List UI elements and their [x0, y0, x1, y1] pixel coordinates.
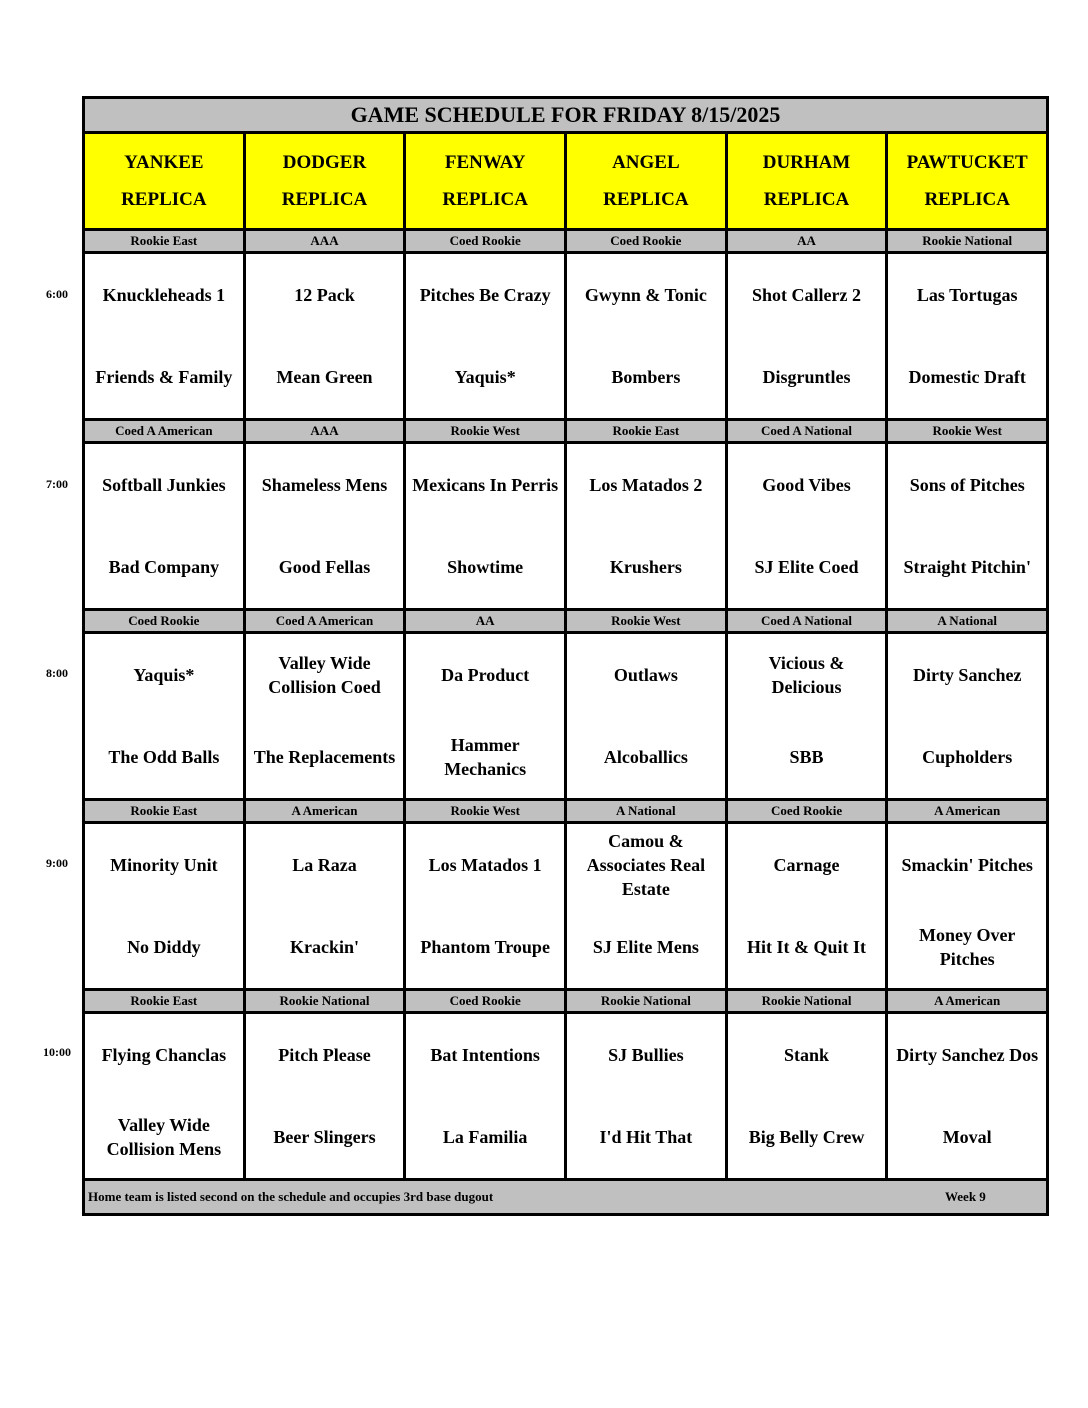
away-team: Los Matados 1 [428, 855, 542, 875]
division-label: Coed A American [85, 421, 246, 441]
game-cell [728, 1014, 889, 1178]
division-label: AAA [246, 231, 407, 251]
division-label: Coed Rookie [728, 801, 889, 821]
game-row [85, 444, 1046, 611]
game-cell [246, 634, 407, 798]
away-team: SJ Bullies [608, 1045, 684, 1065]
game-row [85, 634, 1046, 801]
division-label: A National [567, 801, 728, 821]
park-header-cell [888, 134, 1046, 228]
footer-note: Home team is listed second on the schedule and occupies 3rd base dugout [88, 1189, 494, 1204]
game-cell [567, 254, 728, 418]
home-team: SJ Elite Mens [592, 937, 699, 957]
home-team: The Odd Balls [108, 747, 220, 767]
away-team: Mexicans In Perris [412, 475, 559, 495]
division-label: Rookie West [406, 801, 567, 821]
division-label: Rookie National [246, 991, 407, 1011]
division-label: Rookie West [406, 421, 567, 441]
park-header-cell [728, 134, 889, 228]
schedule-table [82, 96, 1049, 1216]
park-header-cell [567, 134, 728, 228]
home-team: Krushers [609, 557, 682, 577]
away-team: Camou & Associates Real Estate [586, 831, 706, 899]
home-team: Beer Slingers [273, 1127, 376, 1147]
home-team: Showtime [447, 557, 524, 577]
home-team: Hit It & Quit It [747, 937, 867, 957]
away-team: Good Vibes [762, 475, 851, 495]
home-team: Straight Pitchin' [903, 557, 1031, 577]
home-team: Krackin' [290, 937, 360, 957]
away-team: Smackin' Pitches [901, 855, 1033, 875]
division-label: A American [934, 803, 1001, 818]
park-name: DURHAM [762, 152, 851, 173]
division-label: AAA [246, 421, 407, 441]
game-cell [728, 254, 889, 418]
division-row [85, 991, 1046, 1014]
away-team: Las Tortugas [916, 285, 1018, 305]
away-team: 12 Pack [294, 285, 355, 305]
home-team: Bombers [611, 367, 681, 387]
home-team: Yaquis* [454, 367, 516, 387]
division-label: AA [406, 611, 567, 631]
game-cell [406, 444, 567, 608]
away-team: Pitches Be Crazy [419, 285, 551, 305]
away-team: Dirty Sanchez [912, 665, 1022, 685]
park-name: ANGEL [612, 152, 680, 173]
away-team: Minority Unit [110, 855, 218, 875]
game-cell [728, 824, 889, 988]
division-label: AA [728, 231, 889, 251]
game-cell [728, 634, 889, 798]
park-name: FENWAY [444, 152, 526, 173]
game-cell [246, 824, 407, 988]
time-slots [85, 231, 1046, 1181]
away-team: Bat Intentions [430, 1045, 540, 1065]
away-team: Softball Junkies [102, 475, 226, 495]
home-team: Phantom Troupe [420, 937, 550, 957]
away-team: Pitch Please [278, 1045, 371, 1065]
division-label: Rookie East [85, 991, 246, 1011]
game-row [85, 254, 1046, 421]
division-label: Coed A National [728, 611, 889, 631]
division-label: Rookie West [567, 611, 728, 631]
game-cell [85, 824, 246, 988]
game-cell [888, 254, 1046, 418]
away-team: Sons of Pitches [909, 475, 1025, 495]
time-label: 7:00 [46, 476, 68, 491]
away-team: Da Product [441, 665, 530, 685]
game-cell [888, 824, 1046, 988]
away-team: Vicious & Delicious [768, 653, 845, 697]
footer-bar [85, 1181, 1046, 1213]
game-cell [85, 444, 246, 608]
game-cell [406, 1014, 567, 1178]
park-type: REPLICA [442, 189, 528, 210]
home-team: SJ Elite Coed [754, 557, 859, 577]
home-team: Mean Green [276, 367, 373, 387]
division-label: Rookie East [85, 801, 246, 821]
park-header-row [85, 134, 1046, 231]
park-name: DODGER [282, 152, 367, 173]
game-cell [246, 254, 407, 418]
division-label: Rookie National [922, 233, 1013, 248]
division-label: Rookie National [567, 991, 728, 1011]
game-cell [567, 634, 728, 798]
away-team: Los Matados 2 [589, 475, 703, 495]
division-label: Coed Rookie [406, 991, 567, 1011]
home-team: Alcoballics [603, 747, 688, 767]
game-cell [567, 824, 728, 988]
division-row [85, 421, 1046, 444]
park-type: REPLICA [281, 189, 368, 210]
game-cell [406, 634, 567, 798]
division-label: Rookie National [728, 991, 889, 1011]
game-cell [888, 1014, 1046, 1178]
time-label: 9:00 [46, 855, 68, 870]
game-row [85, 824, 1046, 991]
division-label: Coed Rookie [406, 231, 567, 251]
park-header-cell [246, 134, 407, 228]
away-team: Flying Chanclas [101, 1045, 227, 1065]
division-row [85, 231, 1046, 254]
game-cell [246, 444, 407, 608]
home-team: Money Over Pitches [918, 925, 1016, 969]
away-team: Outlaws [613, 665, 678, 685]
away-team: Dirty Sanchez Dos [896, 1045, 1039, 1065]
division-label: Coed Rookie [567, 231, 728, 251]
away-team: Shameless Mens [261, 475, 388, 495]
game-cell [406, 254, 567, 418]
home-team: Cupholders [922, 747, 1013, 767]
home-team: Friends & Family [95, 367, 233, 387]
division-label: Coed A National [728, 421, 889, 441]
away-team: Carnage [773, 855, 840, 875]
schedule-title: GAME SCHEDULE FOR FRIDAY 8/15/2025 [85, 99, 1046, 134]
game-cell [888, 634, 1046, 798]
park-type: REPLICA [603, 189, 689, 210]
game-cell [85, 634, 246, 798]
park-name: PAWTUCKET [906, 152, 1028, 173]
time-label: 6:00 [46, 287, 68, 301]
division-label: A American [246, 801, 407, 821]
week-label: Week 9 [945, 1189, 986, 1204]
game-cell [728, 444, 889, 608]
home-team: No Diddy [127, 937, 201, 957]
division-label: A American [934, 993, 1001, 1008]
away-team: Gwynn & Tonic [584, 285, 707, 305]
home-team: The Replacements [253, 747, 396, 767]
division-row [85, 611, 1046, 634]
away-team: La Raza [292, 855, 357, 875]
park-type: REPLICA [924, 189, 1010, 210]
park-header-cell [85, 134, 246, 228]
home-team: Domestic Draft [908, 367, 1026, 387]
home-team: La Familia [442, 1127, 528, 1147]
park-type: REPLICA [121, 189, 207, 210]
home-team: Big Belly Crew [748, 1127, 865, 1147]
home-team: Hammer Mechanics [444, 735, 527, 779]
park-name: YANKEE [124, 152, 204, 173]
home-team: Valley Wide Collision Mens [106, 1115, 222, 1159]
game-cell [567, 444, 728, 608]
game-cell [246, 1014, 407, 1178]
time-label: 10:00 [43, 1045, 71, 1059]
division-label: Rookie West [932, 423, 1002, 438]
division-row [85, 801, 1046, 824]
game-cell [85, 254, 246, 418]
park-header-cell [406, 134, 567, 228]
division-label: Coed Rookie [85, 611, 246, 631]
home-team: Moval [942, 1127, 992, 1147]
home-team: Disgruntles [762, 367, 851, 387]
away-team: Knuckleheads 1 [102, 285, 226, 305]
game-cell [888, 444, 1046, 608]
division-label: A National [937, 613, 997, 628]
division-label: Rookie East [85, 231, 246, 251]
home-team: SBB [789, 747, 824, 767]
division-label: Coed A American [246, 611, 407, 631]
away-team: Valley Wide Collision Coed [268, 653, 381, 697]
away-team: Shot Callerz 2 [752, 285, 862, 305]
home-team: I'd Hit That [599, 1127, 693, 1147]
home-team: Good Fellas [278, 557, 371, 577]
game-row [85, 1014, 1046, 1181]
game-cell [406, 824, 567, 988]
away-team: Stank [784, 1045, 830, 1065]
park-type: REPLICA [763, 189, 850, 210]
time-label: 8:00 [46, 666, 68, 680]
home-team: Bad Company [108, 557, 220, 577]
game-cell [85, 1014, 246, 1178]
division-label: Rookie East [567, 421, 728, 441]
away-team: Yaquis* [133, 665, 195, 685]
game-cell [567, 1014, 728, 1178]
